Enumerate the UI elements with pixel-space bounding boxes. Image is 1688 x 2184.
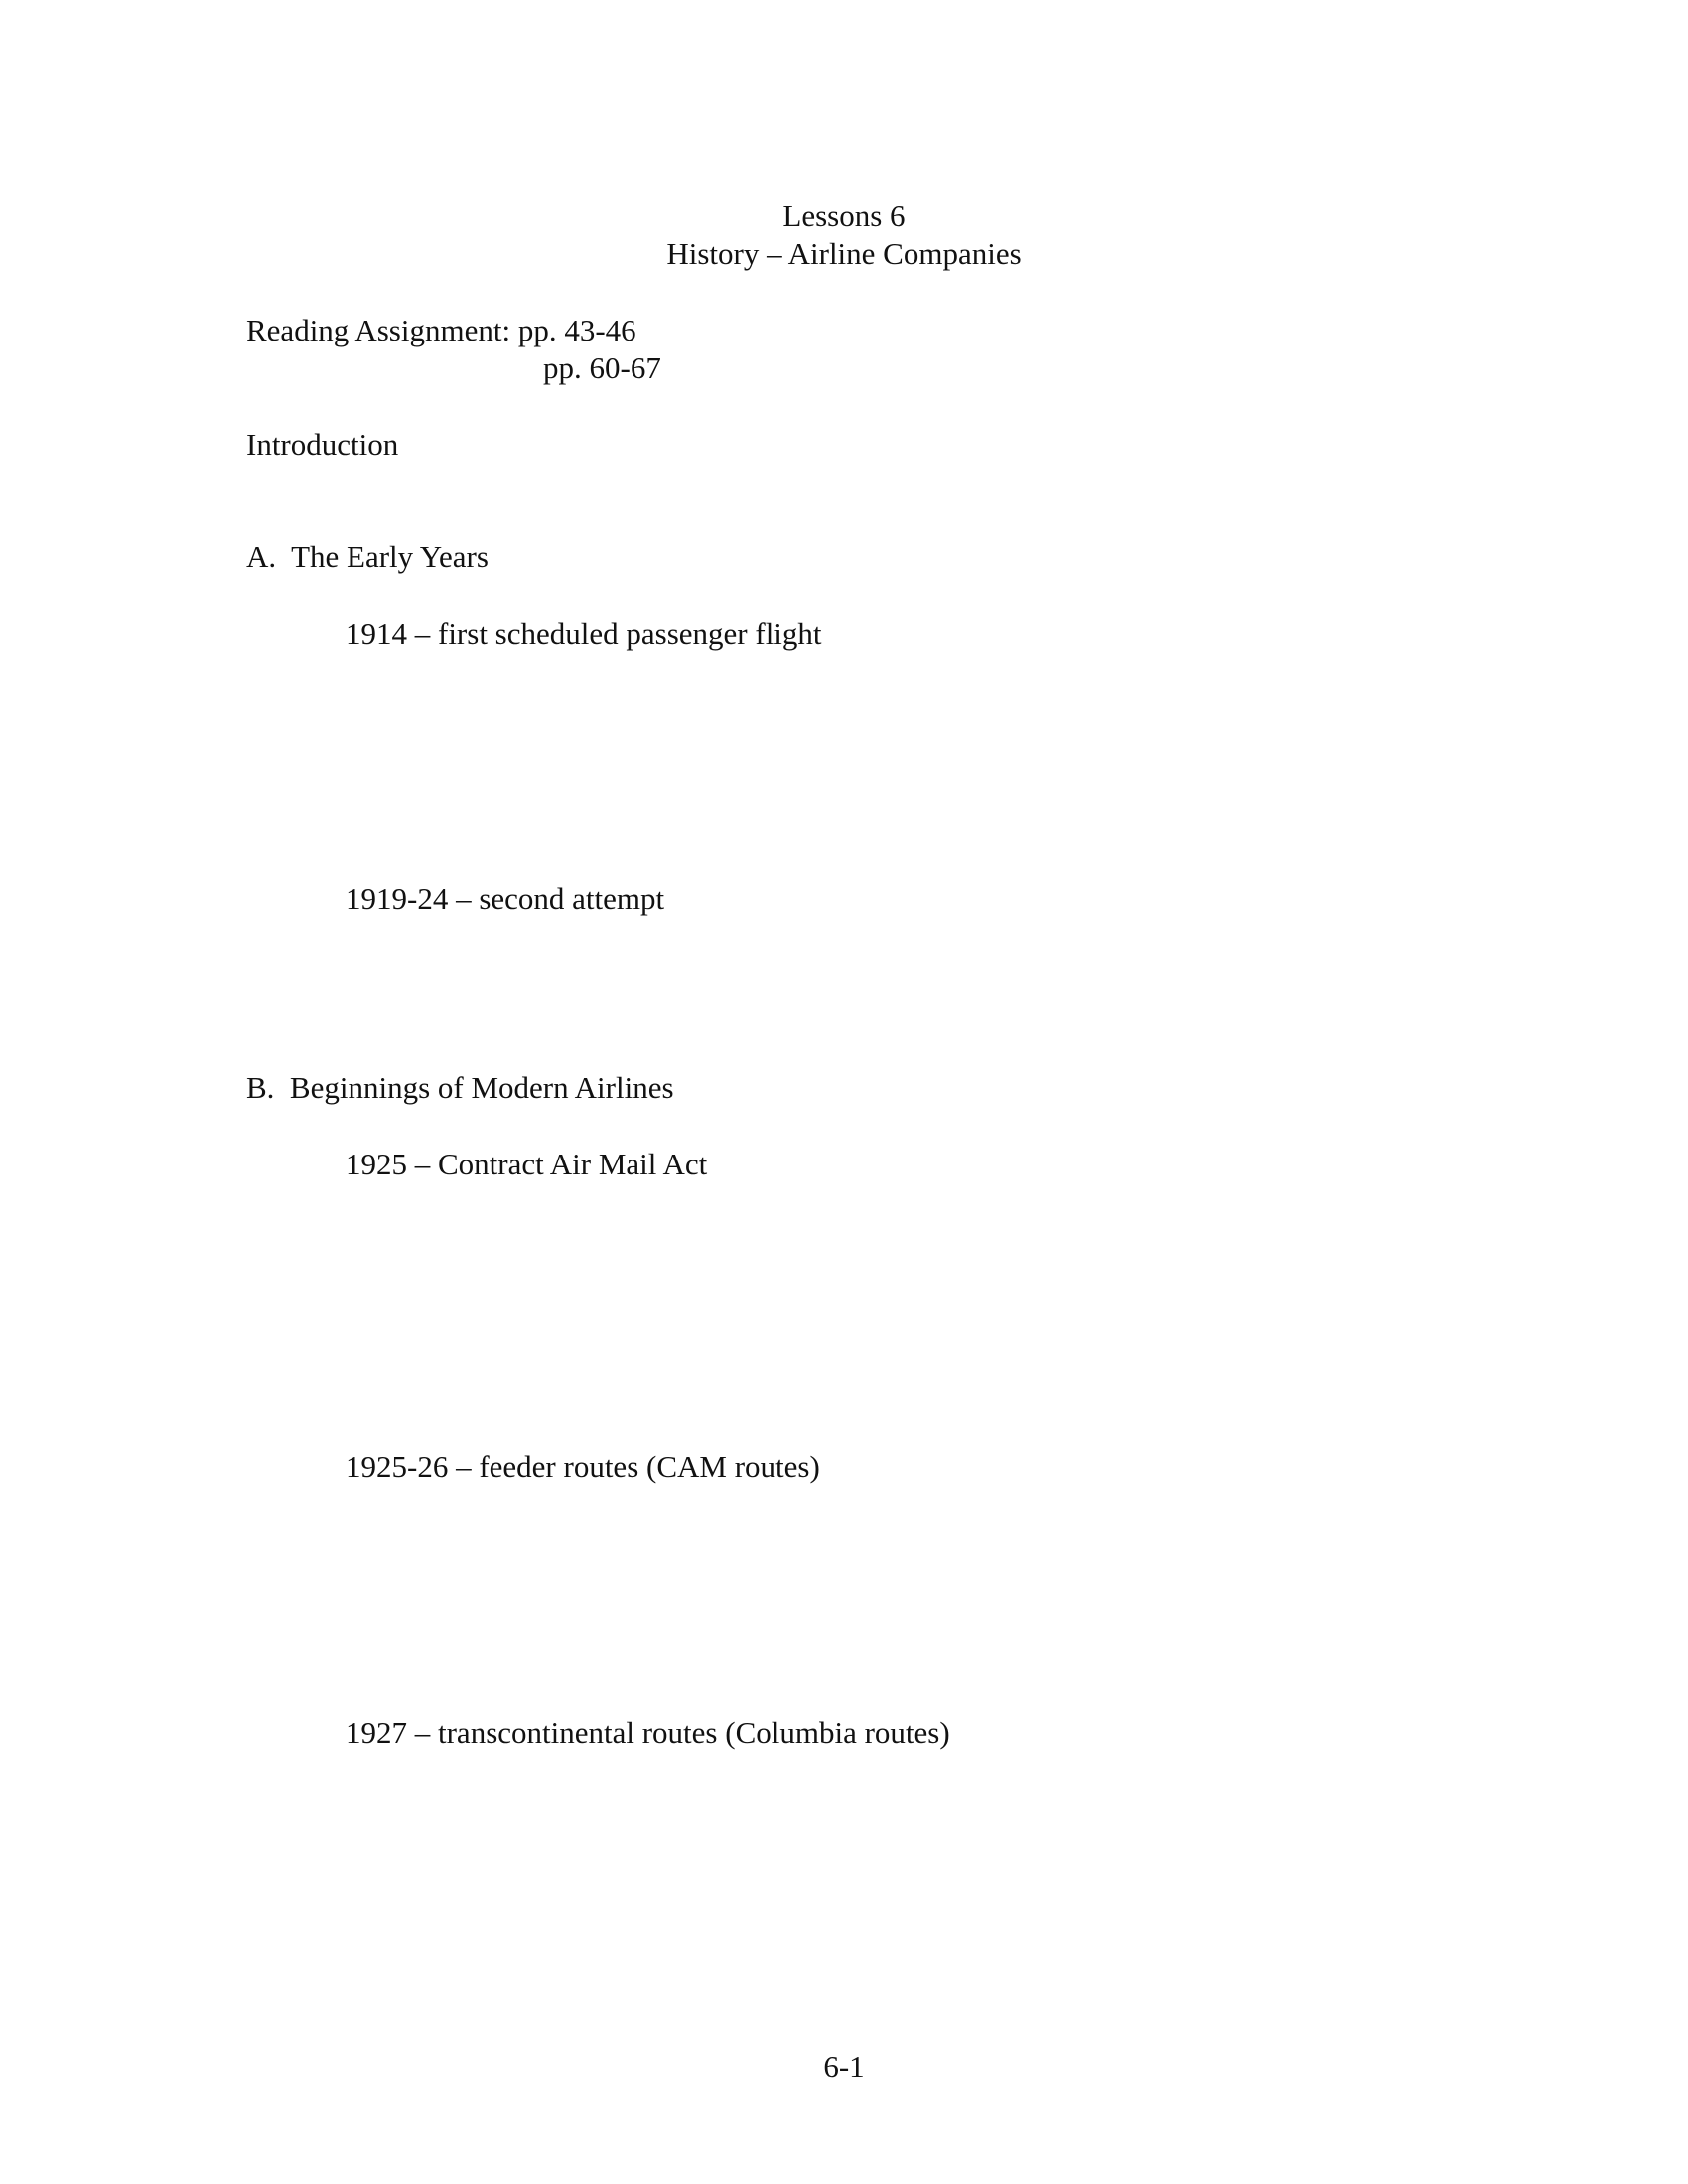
section-b-item: 1925 – Contract Air Mail Act bbox=[346, 1147, 708, 1181]
page-title: History – Airline Companies bbox=[666, 236, 1022, 271]
section-a-item: 1919-24 – second attempt bbox=[346, 882, 665, 916]
section-a-item: 1914 – first scheduled passenger flight bbox=[346, 616, 822, 651]
section-b-item: 1927 – transcontinental routes (Columbia routes) bbox=[346, 1715, 950, 1750]
reading-assignment-pages: pp. 60-67 bbox=[543, 350, 661, 385]
section-b-item: 1925-26 – feeder routes (CAM routes) bbox=[346, 1449, 820, 1484]
reading-assignment: Reading Assignment: pp. 43-46 bbox=[246, 313, 636, 347]
section-b-heading: B. Beginnings of Modern Airlines bbox=[246, 1070, 674, 1105]
page-number: 6-1 bbox=[823, 2049, 865, 2084]
lesson-number: Lessons 6 bbox=[782, 199, 906, 233]
section-a-heading: A. The Early Years bbox=[246, 539, 489, 574]
introduction-heading: Introduction bbox=[246, 427, 399, 462]
